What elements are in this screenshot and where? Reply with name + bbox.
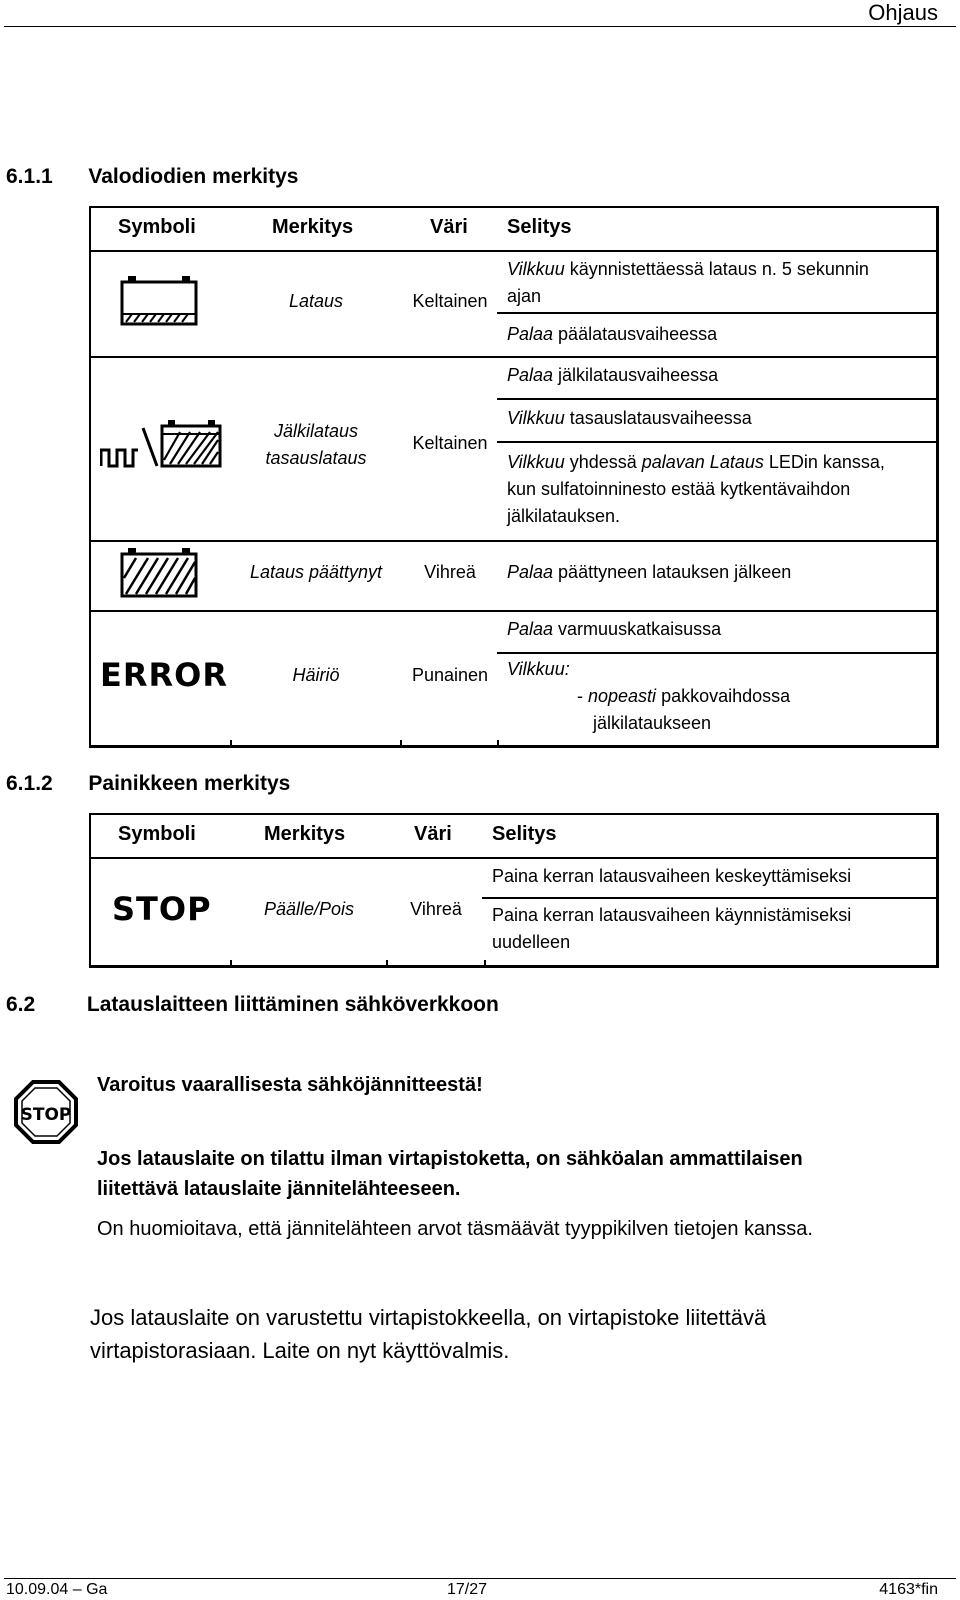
meaning-jalkilataus: Jälkilataus tasauslataus — [265, 421, 367, 468]
section-title: Painikkeen merkitys — [88, 772, 291, 795]
desc-jalki-1: Palaa jälkilatausvaiheessa — [507, 365, 719, 385]
table-row-divider — [89, 857, 939, 859]
section-title: Latauslaitteen liittäminen sähköverkkoon — [86, 993, 499, 1016]
meaning-lataus: Lataus — [288, 291, 344, 311]
footer-doc-id: 4163*fin — [879, 1581, 938, 1598]
table-row-divider — [89, 610, 939, 612]
desc-paattynyt: Palaa päättyneen latauksen jälkeen — [507, 562, 792, 582]
color-keltainen-2: Keltainen — [412, 433, 488, 453]
column-tick — [497, 740, 499, 748]
desc-lataus: Vilkkuu käynnistettäessä lataus n. 5 sekunnin ajan — [507, 259, 869, 306]
section-62-heading — [6, 993, 499, 1017]
info-paragraph-2: Jos latauslaite on varustettu virtapistokkeella, on virtapistoke liitettävä virtapistorasiaan. Laite on nyt käyttövalmis. — [90, 1305, 767, 1363]
col-header-desc: Selitys — [492, 823, 557, 845]
section-611-heading — [6, 165, 298, 189]
color-punainen: Punainen — [411, 665, 489, 685]
meaning-lataus-paattynyt: Lataus päättynyt — [249, 562, 383, 582]
warning-title: Varoitus vaarallisesta sähköjännitteestä! — [97, 1074, 483, 1096]
footer-page-number: 17/27 — [447, 1581, 488, 1598]
warning-paragraph: Jos latauslaite on tilattu ilman virtapistoketta, on sähköalan ammattilaisen liitettävä latauslaite jännitelähteeseen. — [97, 1148, 803, 1200]
column-tick — [230, 960, 232, 968]
table-row-divider — [497, 398, 939, 400]
column-tick — [386, 960, 388, 968]
col-header-desc: Selitys — [507, 216, 572, 238]
battery-icon — [120, 276, 200, 326]
stop-button-symbol: STOP — [112, 890, 212, 928]
table-row-divider — [497, 312, 939, 314]
section-number: 6.1.2 — [6, 772, 53, 795]
table-row-divider — [89, 356, 939, 358]
table-row-divider — [89, 540, 939, 542]
col-header-color: Väri — [430, 216, 468, 238]
table-row-divider — [482, 897, 939, 899]
table-row-divider — [89, 250, 939, 252]
color-vihrea-2: Vihreä — [410, 899, 462, 919]
color-vihrea-1: Vihreä — [424, 562, 476, 582]
col-header-symbol: Symboli — [118, 216, 196, 238]
desc-stop-1: Paina kerran latausvaiheen keskeyttämiseksi — [492, 866, 852, 886]
col-header-meaning: Merkitys — [264, 823, 346, 845]
table-row-divider — [497, 441, 939, 443]
footer-rule — [4, 1578, 956, 1579]
col-header-color: Väri — [414, 823, 452, 845]
section-number: 6.2 — [6, 993, 36, 1016]
stop-sign-text: STOP — [20, 1105, 72, 1125]
desc-jalki-3: Vilkkuu yhdessä palavan Lataus LEDin kanssa, kun sulfatoinninesto estää kytkentävaihdon jälkilatauksen. — [507, 452, 885, 526]
table-row-divider — [497, 652, 939, 654]
col-header-meaning: Merkitys — [272, 216, 354, 238]
column-tick — [400, 740, 402, 748]
section-number: 6.1.1 — [6, 165, 53, 188]
desc-jalki-2: Vilkkuu tasauslatausvaiheessa — [507, 408, 752, 428]
color-keltainen-1: Keltainen — [412, 291, 488, 311]
error-symbol: ERROR — [100, 656, 228, 694]
full-battery-icon — [120, 548, 200, 598]
header-title: Ohjaus — [868, 0, 938, 25]
info-paragraph-1: On huomioitava, että jännitelähteen arvot täsmäävät tyyppikilven tietojen kanssa. — [97, 1218, 813, 1240]
pulse-battery-icon — [100, 420, 224, 470]
meaning-hairio: Häiriö — [292, 665, 340, 685]
section-title: Valodiodien merkitys — [88, 165, 299, 188]
desc-error-2: Vilkkuu: - nopeasti pakkovaihdossa jälkilataukseen — [507, 659, 791, 733]
column-tick — [484, 960, 486, 968]
desc-lataus-2: Palaa päälatausvaiheessa — [507, 324, 718, 344]
desc-stop-2: Paina kerran latausvaiheen käynnistämiseksi uudelleen — [492, 905, 852, 952]
desc-error-1: Palaa varmuuskatkaisussa — [507, 619, 722, 639]
stop-sign-icon — [14, 1080, 78, 1144]
header-rule — [4, 26, 956, 27]
meaning-paalle-pois: Päälle/Pois — [263, 899, 355, 919]
section-612-heading — [6, 772, 290, 796]
col-header-symbol: Symboli — [118, 823, 196, 845]
column-tick — [230, 740, 232, 748]
footer-date: 10.09.04 – Ga — [6, 1581, 108, 1598]
